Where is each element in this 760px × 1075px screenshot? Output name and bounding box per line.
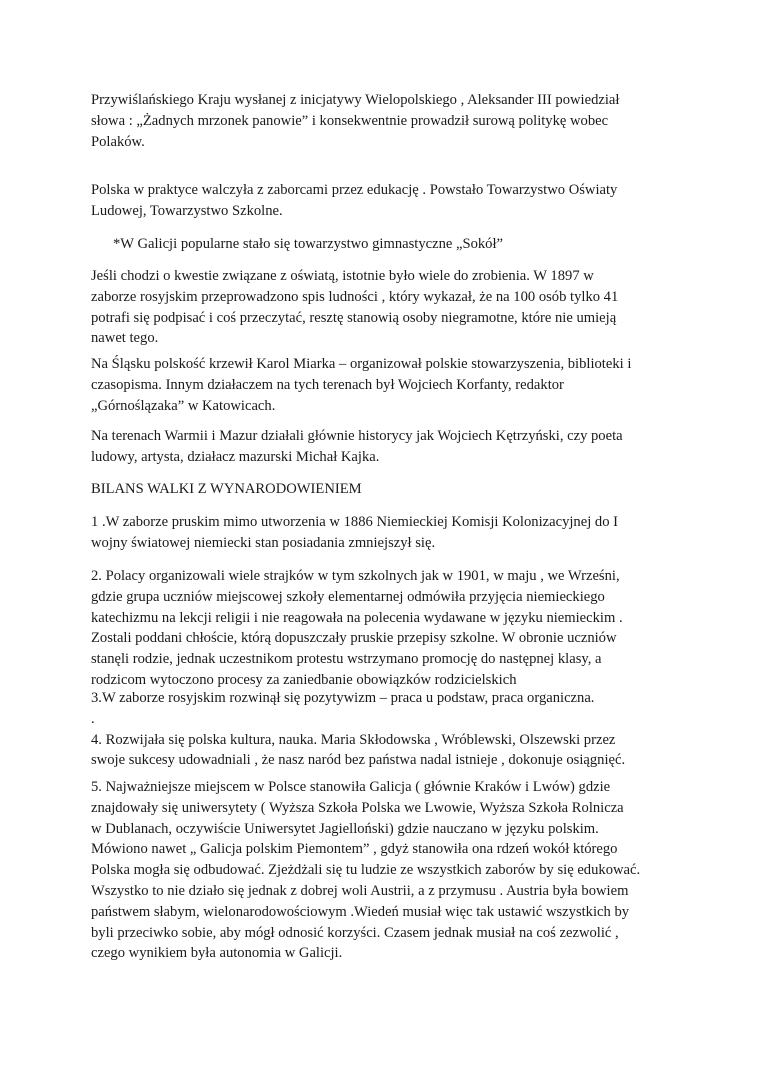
text-line: gdzie grupa uczniów miejscowej szkoły elementarnej odmówiła przyjęcia niemieckiego	[91, 588, 605, 605]
paragraph-warmia-mazury	[91, 426, 681, 468]
text-line: swoje sukcesy udowadniali , że nasz naród bez państwa nadal istnieje , dokonuje osiągnięć.	[91, 752, 626, 769]
text-line: Polska mogła się odbudować. Zjeżdżali się tu ludzie ze wszystkich zaborów by się edukować.	[91, 862, 641, 879]
text-line: Na Śląsku polskość krzewił Karol Miarka – organizował polskie stowarzyszenia, biblioteki i	[91, 356, 632, 372]
paragraph-point-5	[91, 777, 681, 964]
text-line: 4. Rozwijała się polska kultura, nauka. Maria Skłodowska , Wróblewski, Olszewski przez	[91, 731, 616, 748]
text-line: katechizmu na lekcji religii i nie reagowała na polecenia wydawane w języku niemieckim .	[91, 609, 623, 626]
section-heading	[91, 479, 681, 500]
text-line: potrafi się podpisać i coś przeczytać, resztę stanowią osoby niegramotne, które nie umieją	[91, 309, 617, 326]
text-line: 3.W zaborze rosyjskim rozwinął się pozytywizm – praca u podstaw, praca organiczna.	[91, 690, 595, 706]
text-line: .	[91, 710, 95, 727]
text-line: Polska w praktyce walczyła z zaborcami przez edukację . Powstało Towarzystwo Oświaty	[91, 182, 618, 198]
text-line: zaborze rosyjskim przeprowadzono spis ludności , który wykazał, że na 100 osób tylko 41	[91, 288, 619, 305]
text-line: czego wynikiem była autonomia w Galicji.	[91, 945, 343, 962]
paragraph-intro	[91, 90, 681, 152]
text-line: czasopisma. Innym działaczem na tych terenach był Wojciech Korfanty, redaktor	[91, 376, 564, 393]
text-line: ludowy, artysta, działacz mazurski Michał Kajka.	[91, 448, 380, 465]
text-line: słowa : „Żadnych mrzonek panowie” i konsekwentnie prowadził surową politykę wobec	[91, 112, 609, 129]
paragraph-silesia	[91, 354, 681, 416]
text-line: znajdowały się uniwersytety ( Wyższa Szkoła Polska we Lwowie, Wyższa Szkoła Rolnicza	[91, 799, 624, 816]
text-line: Jeśli chodzi o kwestie związane z oświatą, istotnie było wiele do zrobienia. W 1897 w	[91, 268, 594, 284]
paragraph-sokol-note	[113, 234, 703, 255]
heading-text: BILANS WALKI Z WYNARODOWIENIEM	[91, 481, 362, 497]
text-line: 5. Najważniejsze miejscem w Polsce stanowiła Galicja ( głównie Kraków i Lwów) gdzie	[91, 779, 611, 795]
text-line: Wszystko to nie działo się jednak z dobrej woli Austrii, a z przymusu . Austria była bowiem	[91, 882, 629, 899]
text-line: 2. Polacy organizowali wiele strajków w tym szkolnych jak w 1901, w maju , we Wrześni,	[91, 568, 620, 584]
paragraph-points-3-4	[91, 688, 681, 771]
text-line: Zostali poddani chłoście, którą dopuszczały pruskie przepisy szkolne. W obronie uczniów	[91, 630, 617, 647]
text-line: *W Galicji popularne stało się towarzystwo gimnastyczne „Sokół”	[113, 236, 504, 252]
paragraph-point-1	[91, 512, 681, 554]
text-line: 1 .W zaborze pruskim mimo utworzenia w 1886 Niemieckiej Komisji Kolonizacyjnej do I	[91, 514, 618, 530]
text-line: Przywiślańskiego Kraju wysłanej z inicjatywy Wielopolskiego , Aleksander III powiedział	[91, 92, 620, 108]
text-line: państwem słabym, wielonarodowościowym .Wiedeń musiał więc tak ustawić wszystkich by	[91, 903, 630, 920]
text-line: Polaków.	[91, 133, 145, 150]
text-line: rodzicom wytoczono procesy za zaniedbanie obowiązków rodzicielskich	[91, 671, 517, 688]
text-line: Na terenach Warmii i Mazur działali głównie historycy jak Wojciech Kętrzyński, czy poeta	[91, 428, 623, 444]
paragraph-point-2	[91, 566, 681, 691]
text-line: nawet tego.	[91, 330, 159, 347]
text-line: w Dublanach, oczywiście Uniwersytet Jagielloński) gdzie nauczano w języku polskim.	[91, 820, 599, 837]
text-line: wojny światowej niemiecki stan posiadania zmniejszył się.	[91, 534, 436, 551]
text-line: Ludowej, Towarzystwo Szkolne.	[91, 202, 283, 219]
paragraph-education	[91, 180, 681, 222]
text-line: byli przeciwko sobie, aby mógł odnosić korzyści. Czasem jednak musiał na coś zezwolić ,	[91, 924, 619, 941]
text-line: „Górnoślązaka” w Katowicach.	[91, 397, 276, 414]
paragraph-literacy	[91, 266, 681, 349]
text-line: Mówiono nawet „ Galicja polskim Piemontem” , gdyż stanowiła ona rdzeń wokół którego	[91, 841, 618, 858]
text-line: stanęli rodzie, jednak uczestnikom protestu wstrzymano promocję do następnej klasy, a	[91, 651, 602, 668]
